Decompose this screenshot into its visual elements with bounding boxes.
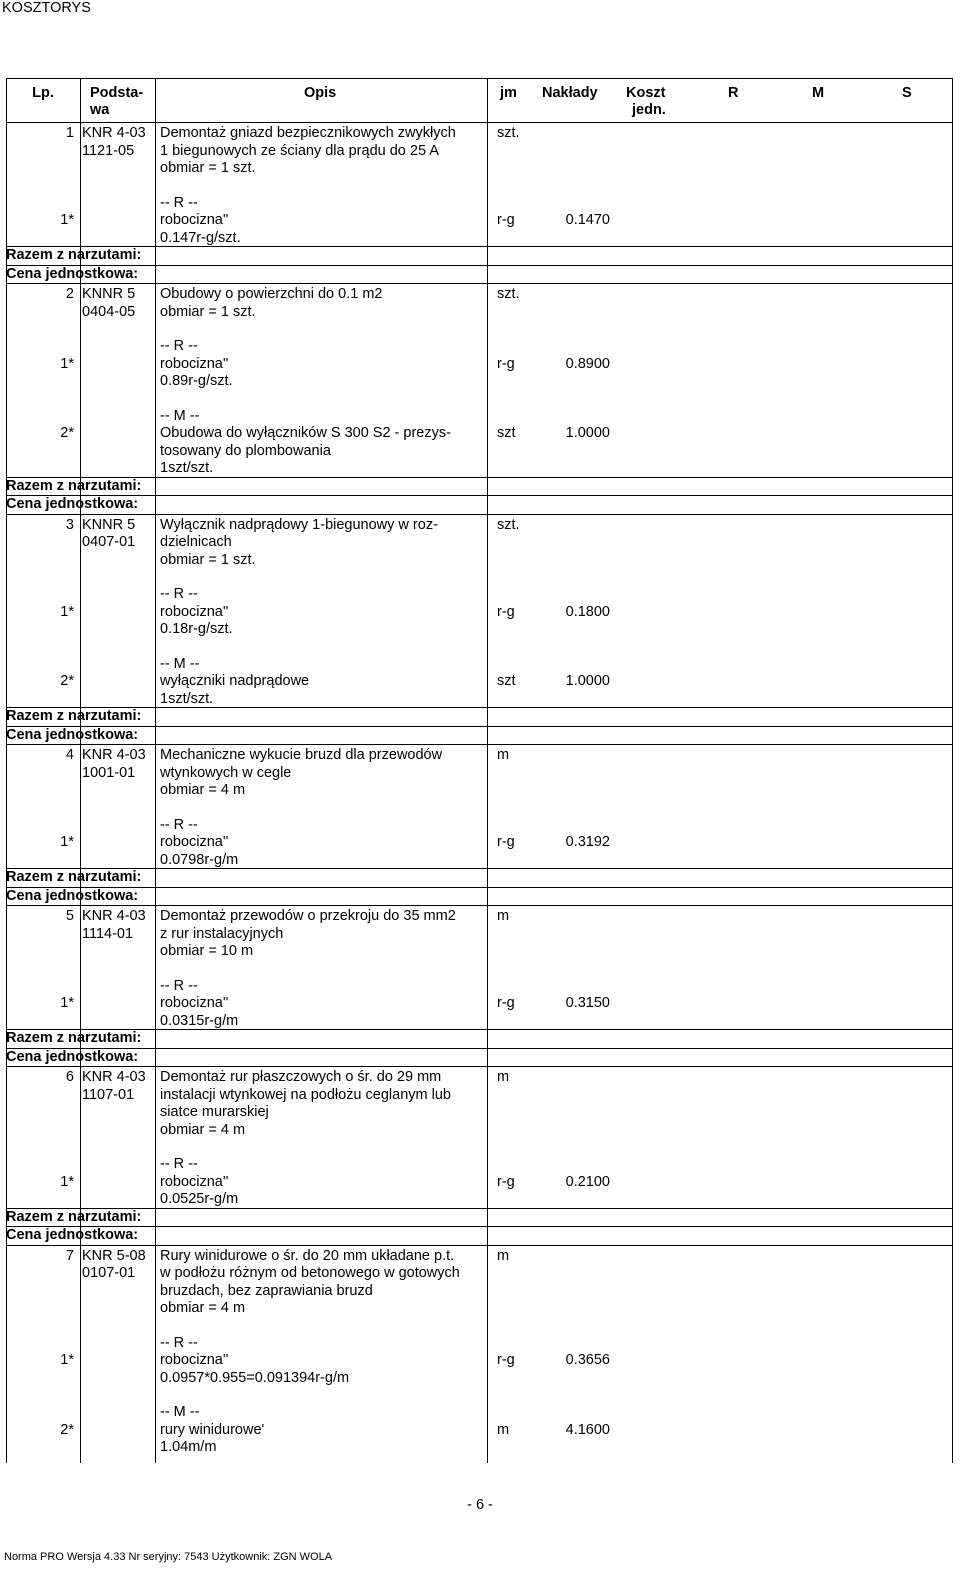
header-s: S: [902, 85, 912, 101]
header-jm: jm: [500, 85, 517, 101]
resource-number: 1*: [60, 212, 74, 228]
header-lp: Lp.: [32, 85, 54, 101]
item-podstawa: 1121-05: [82, 142, 135, 159]
resource-description: -- R --: [160, 338, 198, 354]
resource-description: -- R --: [160, 1334, 198, 1351]
item-number: 2: [65, 286, 74, 302]
resource-number: 1*: [60, 995, 74, 1011]
item-description: Wyłącznik nadprądowy 1-biegunowy w roz-: [160, 516, 438, 533]
item-podstawa: 1001-01: [82, 764, 136, 781]
item-podstawa: 0107-01: [82, 1265, 136, 1281]
resource-description: 0.18r-g/szt.: [160, 621, 233, 637]
column-divider-4: [952, 78, 953, 1463]
resource-description: 1szt/szt.: [160, 460, 214, 476]
summary-separator: [6, 246, 952, 247]
item-unit: szt.: [497, 286, 520, 302]
item-description: Rury winidurowe o śr. do 20 mm układane p.t.: [160, 1247, 455, 1264]
resource-description: robocizna'': [160, 1352, 229, 1368]
resource-unit: r-g: [497, 1352, 515, 1368]
resource-unit: szt: [497, 425, 516, 441]
summary-separator: [6, 868, 952, 869]
item-number: 7: [65, 1247, 74, 1264]
resource-description: 0.0315r-g/m: [160, 1012, 239, 1029]
item-description: Mechaniczne wykucie bruzd dla przewodów: [160, 747, 443, 763]
resource-number: 1*: [60, 834, 74, 850]
item-podstawa: 1107-01: [82, 1086, 135, 1103]
item-number: 5: [65, 908, 74, 924]
item-podstawa: KNR 4-03: [82, 747, 146, 763]
resource-description: -- R --: [160, 816, 198, 833]
resource-description: 0.147r-g/szt.: [160, 229, 241, 246]
resource-description: -- M --: [160, 655, 200, 672]
item-unit: szt.: [497, 516, 520, 533]
item-description: bruzdach, bez zaprawiania bruzd: [160, 1282, 373, 1299]
resource-description: -- M --: [160, 1404, 200, 1420]
header-koszt-cont: jedn.: [632, 102, 666, 118]
resource-unit: r-g: [497, 603, 515, 620]
summary-separator: [6, 1029, 952, 1030]
item-number: 6: [65, 1069, 74, 1085]
item-description: 1 biegunowych ze ściany dla prądu do 25 A: [160, 142, 439, 159]
resource-description: 1szt/szt.: [160, 690, 214, 707]
resource-description: robocizna'': [160, 603, 229, 620]
resource-description: 0.89r-g/szt.: [160, 373, 233, 389]
resource-naklady: 0.2100: [565, 1173, 610, 1190]
label-razem-z-narzutami: Razem z narzutami:: [6, 1208, 142, 1225]
resource-description: -- R --: [160, 1156, 198, 1172]
label-razem-z-narzutami: Razem z narzutami:: [6, 1030, 142, 1046]
label-cena-jednostkowa: Cena jednostkowa:: [6, 1227, 139, 1243]
item-unit: m: [497, 1247, 510, 1264]
item-description: z rur instalacyjnych: [160, 925, 284, 942]
resource-description: 0.0525r-g/m: [160, 1191, 239, 1207]
resource-unit: szt: [497, 673, 516, 689]
resource-description: rury winidurowe': [160, 1421, 265, 1438]
item-description: obmiar = 4 m: [160, 782, 246, 798]
item-podstawa: KNNR 5: [82, 286, 136, 302]
item-separator: [6, 905, 952, 906]
summary-separator: [6, 726, 952, 727]
resource-naklady: 1.0000: [565, 425, 610, 441]
item-description: dzielnicach: [160, 534, 232, 550]
resource-description: 0.0798r-g/m: [160, 851, 239, 868]
resource-description: robocizna'': [160, 212, 229, 228]
item-podstawa: KNR 4-03: [82, 125, 146, 141]
resource-description: 0.0957*0.955=0.091394r-g/m: [160, 1369, 350, 1386]
resource-unit: m: [497, 1421, 510, 1438]
page-header-title: KOSZTORYS: [2, 0, 91, 16]
resource-description: robocizna'': [160, 355, 229, 372]
resource-number: 2*: [60, 673, 74, 689]
header-podstawa-cont: wa: [90, 102, 110, 118]
resource-description: -- R --: [160, 586, 198, 602]
header-m: M: [812, 85, 825, 101]
item-description: obmiar = 4 m: [160, 1121, 246, 1138]
resource-number: 1*: [60, 603, 74, 620]
summary-separator: [6, 1226, 952, 1227]
resource-naklady: 0.1800: [565, 603, 610, 620]
resource-naklady: 4.1600: [565, 1421, 610, 1438]
resource-unit: r-g: [497, 834, 515, 850]
item-unit: m: [497, 908, 510, 924]
resource-number: 1*: [60, 355, 74, 372]
label-razem-z-narzutami: Razem z narzutami:: [6, 247, 142, 263]
column-divider-1: [80, 78, 81, 1463]
item-number: 3: [65, 516, 74, 533]
table-top-border: [6, 78, 952, 79]
item-podstawa: KNNR 5: [82, 516, 136, 533]
item-podstawa: KNR 4-03: [82, 908, 146, 924]
item-description: instalacji wtynkowej na podłożu ceglanym lub: [160, 1086, 451, 1103]
resource-unit: r-g: [497, 355, 515, 372]
summary-separator: [6, 887, 952, 888]
software-footer: Norma PRO Wersja 4.33 Nr seryjny: 7543 Użytkownik: ZGN WOLA: [4, 1551, 333, 1563]
header-opis: Opis: [304, 85, 337, 101]
label-razem-z-narzutami: Razem z narzutami:: [6, 869, 142, 885]
header-podstawa: Podsta-: [90, 85, 144, 101]
item-unit: m: [497, 747, 510, 763]
item-separator: [6, 514, 952, 515]
item-podstawa: 0407-01: [82, 534, 136, 550]
label-cena-jednostkowa: Cena jednostkowa:: [6, 726, 139, 743]
resource-description: -- M --: [160, 407, 200, 424]
resource-description: 1.04m/m: [160, 1439, 217, 1455]
item-description: obmiar = 1 szt.: [160, 551, 256, 568]
resource-naklady: 0.1470: [565, 212, 610, 228]
item-description: siatce murarskiej: [160, 1104, 269, 1120]
item-description: obmiar = 4 m: [160, 1300, 246, 1316]
resource-naklady: 0.8900: [565, 355, 610, 372]
column-divider-3: [487, 78, 488, 1463]
resource-unit: r-g: [497, 212, 515, 228]
resource-description: -- R --: [160, 977, 198, 994]
resource-naklady: 0.3192: [565, 834, 610, 850]
label-cena-jednostkowa: Cena jednostkowa:: [6, 496, 139, 512]
item-podstawa: KNR 4-03: [82, 1069, 146, 1085]
header-naklady: Nakłady: [542, 85, 598, 101]
header-r: R: [728, 85, 739, 101]
resource-description: -- R --: [160, 194, 198, 211]
item-number: 4: [65, 747, 74, 763]
item-podstawa: 0404-05: [82, 303, 136, 320]
item-unit: szt.: [497, 125, 520, 141]
resource-description: wyłączniki nadprądowe: [160, 673, 310, 689]
column-divider-2: [155, 78, 156, 1463]
item-unit: m: [497, 1069, 510, 1085]
resource-unit: r-g: [497, 1173, 515, 1190]
resource-naklady: 1.0000: [565, 673, 610, 689]
item-number: 1: [65, 125, 74, 141]
resource-description: robocizna'': [160, 1173, 229, 1190]
label-razem-z-narzutami: Razem z narzutami:: [6, 708, 142, 724]
header-koszt: Koszt: [626, 85, 666, 101]
summary-separator: [6, 707, 952, 708]
summary-separator: [6, 265, 952, 266]
resource-unit: r-g: [497, 995, 515, 1011]
item-separator: [6, 1066, 952, 1067]
item-description: Obudowy o powierzchni do 0.1 m2: [160, 286, 383, 302]
resource-naklady: 0.3656: [565, 1352, 610, 1368]
resource-number: 1*: [60, 1173, 74, 1190]
summary-separator: [6, 495, 952, 496]
item-separator: [6, 122, 952, 123]
summary-separator: [6, 477, 952, 478]
item-description: Demontaż rur płaszczowych o śr. do 29 mm: [160, 1069, 442, 1085]
page-number: - 6 -: [467, 1497, 493, 1513]
summary-separator: [6, 1208, 952, 1209]
item-description: wtynkowych w cegle: [160, 764, 292, 781]
resource-number: 2*: [60, 425, 74, 441]
item-description: obmiar = 10 m: [160, 943, 254, 959]
item-description: Demontaż przewodów o przekroju do 35 mm2: [160, 908, 456, 924]
resource-description: robocizna'': [160, 834, 229, 850]
item-separator: [6, 744, 952, 745]
item-podstawa: KNR 5-08: [82, 1247, 146, 1264]
item-description: obmiar = 1 szt.: [160, 303, 256, 320]
resource-naklady: 0.3150: [565, 995, 610, 1011]
resource-description: robocizna'': [160, 995, 229, 1011]
item-description: w podłożu różnym od betonowego w gotowych: [160, 1265, 460, 1281]
resource-number: 2*: [60, 1421, 74, 1438]
item-separator: [6, 1245, 952, 1246]
item-separator: [6, 283, 952, 284]
item-podstawa: 1114-01: [82, 925, 134, 942]
resource-description: Obudowa do wyłączników S 300 S2 - prezys-: [160, 425, 451, 441]
label-cena-jednostkowa: Cena jednostkowa:: [6, 265, 139, 282]
label-cena-jednostkowa: Cena jednostkowa:: [6, 1048, 139, 1065]
item-description: Demontaż gniazd bezpiecznikowych zwykłych: [160, 125, 456, 141]
summary-separator: [6, 1048, 952, 1049]
label-cena-jednostkowa: Cena jednostkowa:: [6, 887, 139, 904]
label-razem-z-narzutami: Razem z narzutami:: [6, 477, 142, 494]
resource-number: 1*: [60, 1352, 74, 1368]
item-description: obmiar = 1 szt.: [160, 160, 256, 176]
resource-description: tosowany do plombowania: [160, 442, 331, 459]
